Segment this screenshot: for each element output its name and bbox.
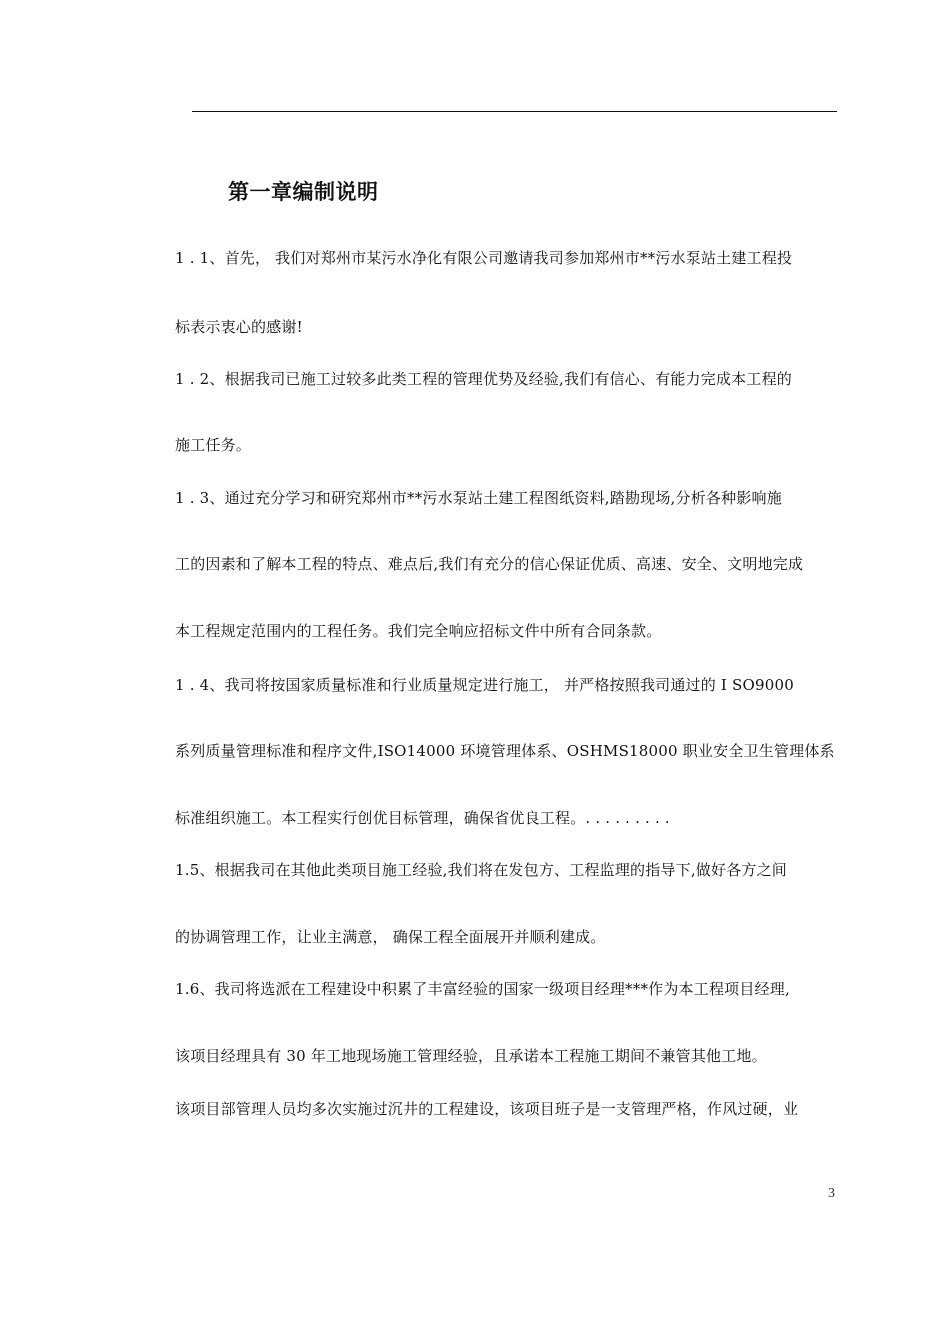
paragraph-line: 该项目经理具有 30 年工地现场施工管理经验，且承诺本工程施工期间不兼管其他工地。	[175, 1047, 767, 1065]
paragraph-line: 工的因素和了解本工程的特点、难点后,我们有充分的信心保证优质、高速、安全、文明地完成	[175, 555, 804, 573]
paragraph-line: 系列质量管理标准和程序文件,ISO14000 环境管理体系、OSHMS18000 职业安全卫生管理体系	[175, 742, 835, 760]
paragraph-line: 该项目部管理人员均多次实施过沉井的工程建设，该项目班子是一支管理严格，作风过硬，业	[175, 1100, 799, 1118]
paragraph-line: 1.5、根据我司在其他此类项目施工经验,我们将在发包方、工程监理的指导下,做好各方之间	[175, 861, 787, 879]
paragraph-line: 施工任务。	[175, 436, 252, 454]
paragraph-line: 1.6、我司将选派在工程建设中积累了丰富经验的国家一级项目经理***作为本工程项目经理,	[175, 980, 790, 998]
header-rule	[192, 111, 837, 112]
paragraph-line: 1 . 1、首先， 我们对郑州市某污水净化有限公司邀请我司参加郑州市**污水泵站土建工程投	[175, 249, 793, 267]
paragraph-line: 1 . 2、根据我司已施工过较多此类工程的管理优势及经验,我们有信心、有能力完成本工程的	[175, 370, 792, 388]
paragraph-line: 1 . 3、通过充分学习和研究郑州市**污水泵站土建工程图纸资料,踏勘现场,分析各种影响施	[175, 489, 782, 507]
paragraph-line: 标准组织施工。本工程实行创优目标管理，确保省优良工程。. . . . . . . . .	[175, 809, 670, 827]
paragraph-line: 1 . 4、我司将按国家质量标准和行业质量规定进行施工， 并严格按照我司通过的 I SO9000	[175, 676, 794, 694]
paragraph-line: 标表示衷心的感谢!	[175, 318, 303, 336]
paragraph-line: 本工程规定范围内的工程任务。我们完全响应招标文件中所有合同条款。	[175, 622, 662, 640]
paragraph-line: 的协调管理工作，让业主满意， 确保工程全面展开并顺利建成。	[175, 928, 606, 946]
chapter-title: 第一章编制说明	[228, 180, 379, 204]
page-number: 3	[828, 1186, 835, 1201]
